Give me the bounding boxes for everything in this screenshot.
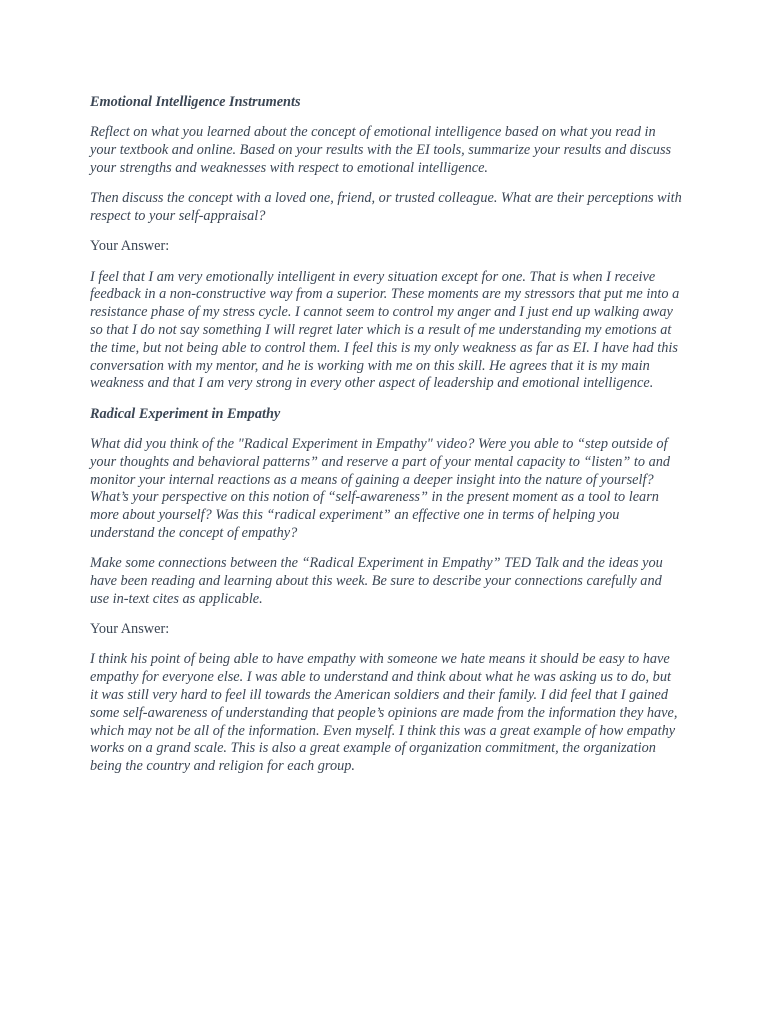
document-body <box>90 94 682 789</box>
question-prompt: Make some connections between the “Radical Experiment in Empathy” TED Talk and the ideas you have been reading and learning about this week. Be sure to describe your connections carefully and use in-text cites as applicable. <box>90 555 663 607</box>
question-prompt: Reflect on what you learned about the concept of emotional intelligence based on what you read in your textbook and online. Based on your results with the EI tools, summarize your results and discuss your strengths and weaknesses with respect to emotional intelligence. <box>90 124 672 176</box>
question-prompt: Then discuss the concept with a loved one, friend, or trusted colleague. What are their perceptions with respect to your self-appraisal? <box>90 190 682 224</box>
section-heading-ei-instruments: Emotional Intelligence Instruments <box>90 94 301 110</box>
answer-label: Your Answer: <box>90 238 170 255</box>
answer-label: Your Answer: <box>90 621 170 638</box>
section-heading-radical-experiment: Radical Experiment in Empathy <box>90 405 281 422</box>
answer-text: I think his point of being able to have empathy with someone we hate means it should be easy to have empathy for everyone else. I was able to understand and think about what he was asking us to do, but it was still very hard to feel ill towards the American soldiers and their family. I did feel that I gained some self-awareness of understanding that people’s opinions are made from the information they have, which may not be all of the information. Even myself. I think this was a great example of how empathy works on a grand scale. This is also a great example of organization commitment, the organization being the country and religion for each group. <box>90 651 678 775</box>
answer-text: I feel that I am very emotionally intelligent in every situation except for one. That is when I receive feedback in a non-constructive way from a superior. These moments are my stressors that put me into a resistance phase of my stress cycle. I cannot seem to control my anger and I just end up walking away so that I do not say something I will regret later which is a result of me understanding my emotions at the time, but not being able to control them. I feel this is my only weakness as far as EI. I have had this conversation with my mentor, and he is working with me on this skill. He agrees that it is my main weakness and that I am very strong in every other aspect of leadership and emotional intelligence. <box>90 268 680 392</box>
question-prompt: What did you think of the "Radical Experiment in Empathy" video? Were you able to “step outside of your thoughts and behavioral patterns” and reserve a part of your mental capacity to “listen” to and monitor your internal reactions as a means of gaining a deeper insight into the nature of yourself? What’s your perspective on this notion of “self-awareness” in the present moment as a tool to learn more about yourself? Was this “radical experiment” an effective one in terms of helping you understand the concept of empathy? <box>90 435 671 541</box>
